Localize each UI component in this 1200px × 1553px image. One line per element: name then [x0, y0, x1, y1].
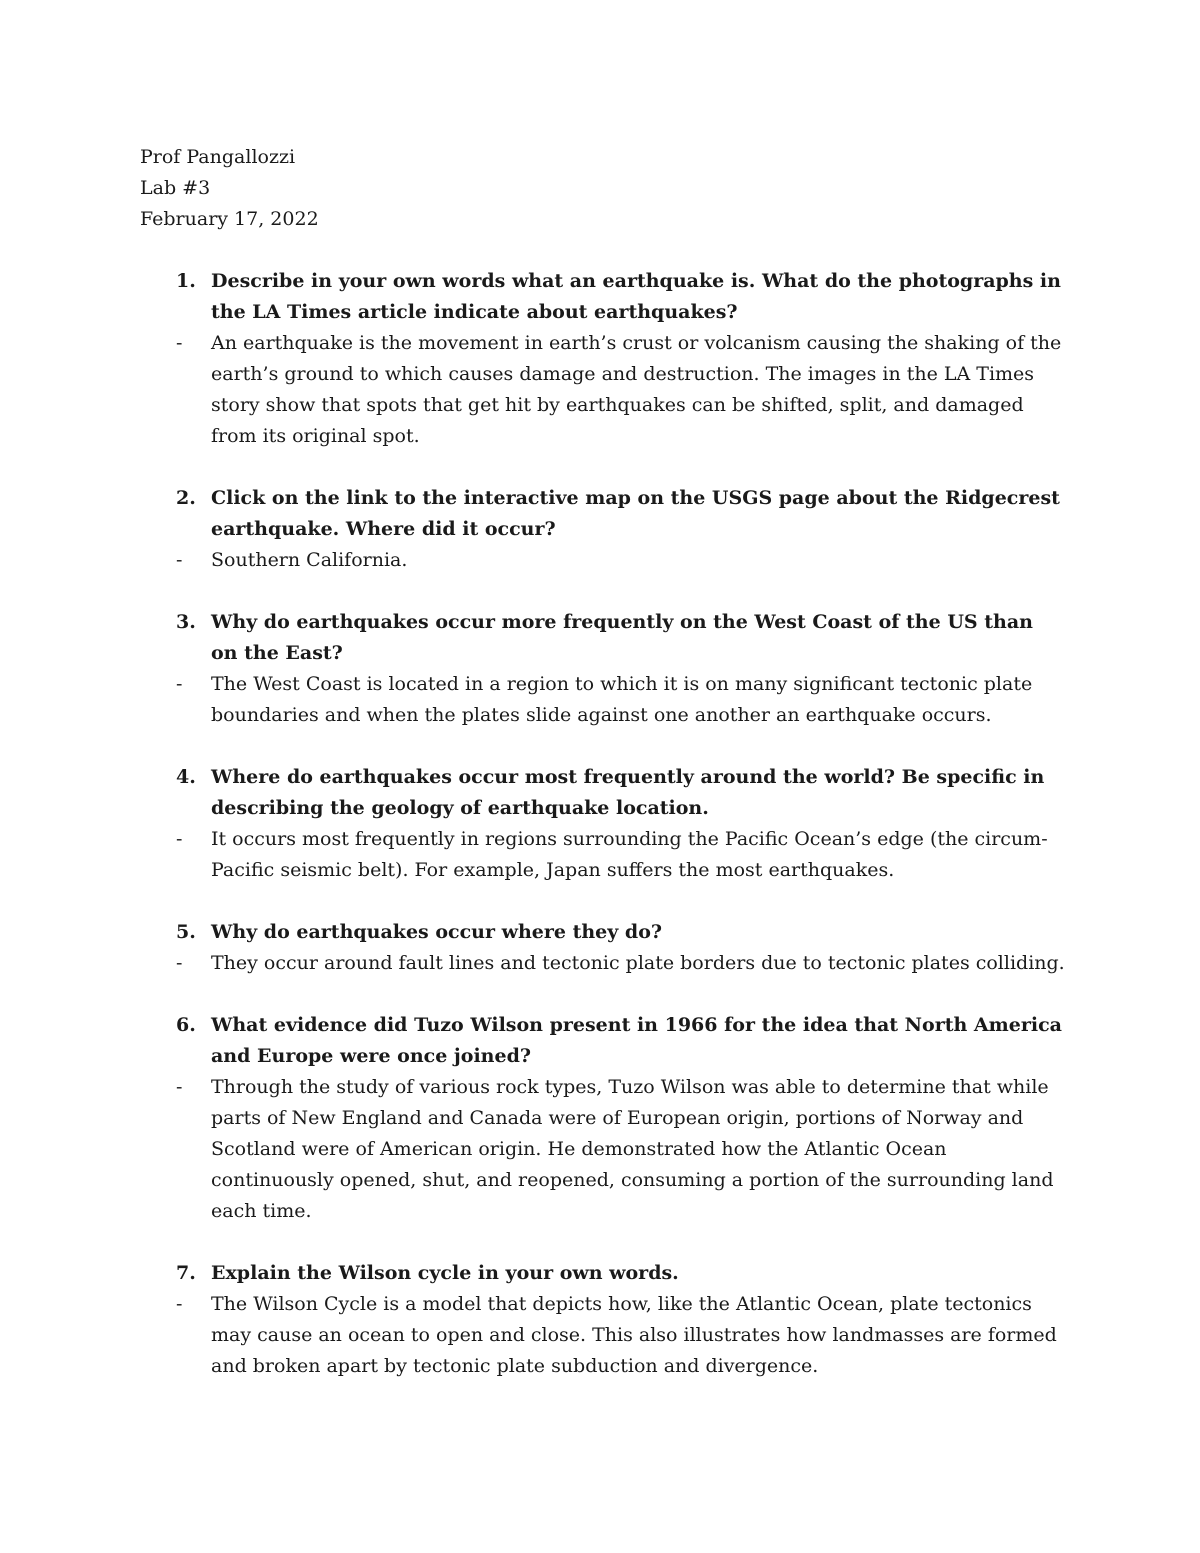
answer-row: [140, 669, 1065, 731]
answer-text: The Wilson Cycle is a model that depicts how, like the Atlantic Ocean, plate tectonics may cause an ocean to open and close. This also illustrates how landmasses are formed and broken apart by tectonic plate subduction and divergence.: [211, 1293, 1057, 1377]
question-text: Why do earthquakes occur more frequently on the West Coast of the US than on the East?: [211, 611, 1033, 664]
question-number: 5.: [176, 921, 196, 943]
answer-dash: -: [176, 673, 183, 695]
answer-text: Through the study of various rock types, Tuzo Wilson was able to determine that while parts of New England and Canada were of European origin, portions of Norway and Scotland were of American origin. He demonstrated how the Atlantic Ocean continuously opened, shut, and reopened, consuming a portion of the surrounding land each time.: [211, 1076, 1054, 1222]
question-row: [140, 917, 1065, 948]
answer-dash: -: [176, 828, 183, 850]
question-item-6: [140, 1010, 1065, 1227]
answer-row: [140, 824, 1065, 886]
answer-row: [140, 328, 1065, 452]
answer-dash: -: [176, 952, 183, 974]
professor-name: Prof Pangallozzi: [140, 146, 296, 168]
question-number: 2.: [176, 487, 196, 509]
answer-dash: -: [176, 1293, 183, 1315]
answer-row: [140, 948, 1065, 979]
question-text: Explain the Wilson cycle in your own words.: [211, 1262, 679, 1284]
answer-text: The West Coast is located in a region to which it is on many significant tectonic plate boundaries and when the plates slide against one another an earthquake occurs.: [211, 673, 1033, 726]
question-text: Why do earthquakes occur where they do?: [211, 921, 662, 943]
question-text: Describe in your own words what an earthquake is. What do the photographs in the LA Times article indicate about earthquakes?: [211, 270, 1061, 323]
question-row: [140, 266, 1065, 328]
question-item-2: [140, 483, 1065, 576]
question-text: What evidence did Tuzo Wilson present in 1966 for the idea that North America and Europe were once joined?: [211, 1014, 1062, 1067]
answer-text: An earthquake is the movement in earth’s crust or volcanism causing the shaking of the earth’s ground to which causes damage and destruction. The images in the LA Times story show that spots that get hit by earthquakes can be shifted, split, and damaged from its original spot.: [211, 332, 1062, 447]
answer-dash: -: [176, 332, 183, 354]
answer-row: [140, 1289, 1065, 1382]
question-row: [140, 483, 1065, 545]
question-row: [140, 607, 1065, 669]
question-list: [140, 266, 1065, 1413]
answer-dash: -: [176, 1076, 183, 1098]
answer-row: [140, 545, 1065, 576]
question-item-7: [140, 1258, 1065, 1382]
question-number: 7.: [176, 1262, 196, 1284]
question-text: Where do earthquakes occur most frequently around the world? Be specific in describing the geology of earthquake location.: [211, 766, 1045, 819]
answer-row: [140, 1072, 1065, 1227]
answer-text: It occurs most frequently in regions surrounding the Pacific Ocean’s edge (the circum-Pacific seismic belt). For example, Japan suffers the most earthquakes.: [211, 828, 1048, 881]
question-item-3: [140, 607, 1065, 731]
question-number: 1.: [176, 270, 196, 292]
question-item-5: [140, 917, 1065, 979]
answer-dash: -: [176, 549, 183, 571]
question-row: [140, 1258, 1065, 1289]
question-number: 3.: [176, 611, 196, 633]
answer-text: They occur around fault lines and tectonic plate borders due to tectonic plates colliding.: [211, 952, 1065, 974]
question-row: [140, 1010, 1065, 1072]
question-row: [140, 762, 1065, 824]
lab-number: Lab #3: [140, 177, 211, 199]
question-text: Click on the link to the interactive map on the USGS page about the Ridgecrest earthquake. Where did it occur?: [211, 487, 1060, 540]
document-date: February 17, 2022: [140, 208, 319, 230]
question-item-4: [140, 762, 1065, 886]
answer-text: Southern California.: [211, 549, 408, 571]
question-number: 6.: [176, 1014, 196, 1036]
question-item-1: [140, 266, 1065, 452]
question-number: 4.: [176, 766, 196, 788]
document-header: [140, 142, 319, 235]
